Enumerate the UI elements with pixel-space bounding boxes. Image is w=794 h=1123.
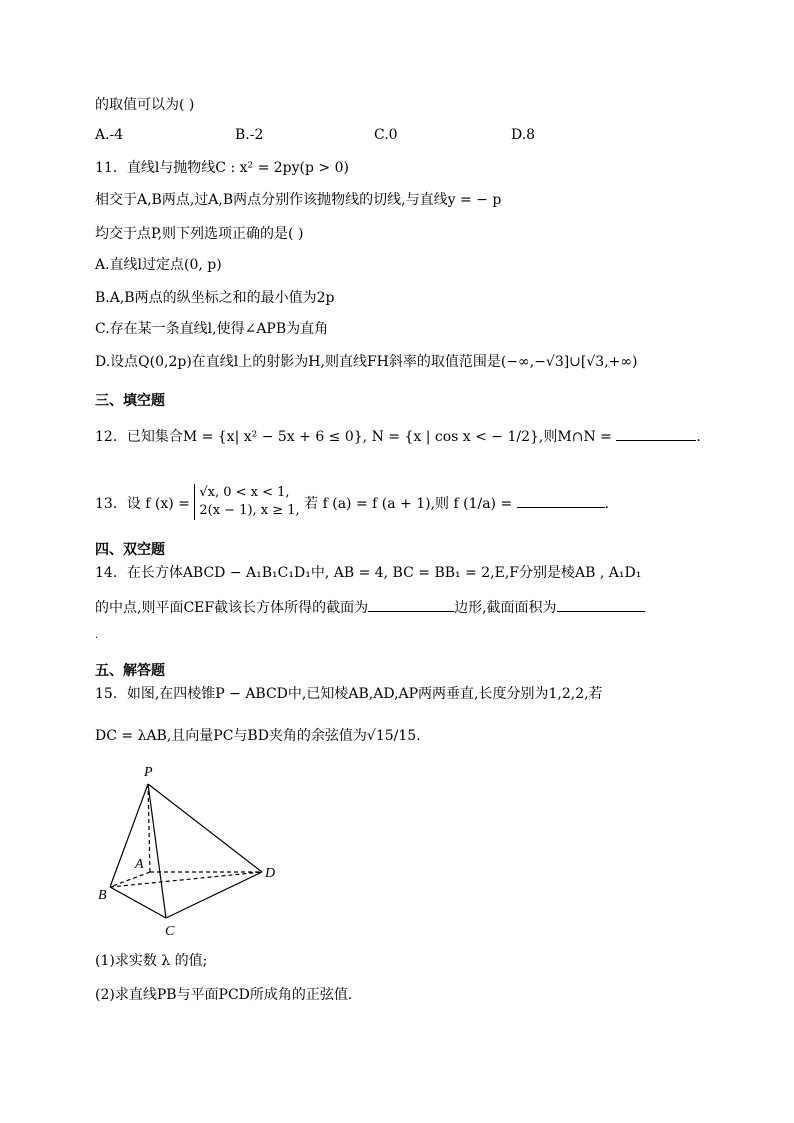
q14-line2b: 边形,截面面积为 [454,600,557,616]
q13-end: . [604,496,610,512]
q13-line [95,486,609,522]
label-p: P [144,765,153,780]
q13-answer-blank [517,493,605,508]
q10-option-a: A.-4 [95,127,124,143]
q11-line1: 11．直线l与抛物线C : x² = 2py(p > 0) [95,160,349,176]
q13-case-1: √x, 0 < x < 1, [199,485,290,500]
q12-text: 12．已知集合M = {x| x² − 5x + 6 ≤ 0}, N = {x | cos x < − 1/2},则M∩N = [95,429,612,445]
q12-end: . [696,429,701,445]
edge-b-c [110,887,166,918]
q10-tail: 的取值可以为( ) [95,97,195,113]
q11-option-d: D.设点Q(0,2p)在直线l上的射影为H,则直线FH斜率的取值范围是(−∞,−√3]∪[√3,+∞) [95,354,638,370]
q10-option-d: D.8 [511,127,536,143]
q15-part2: (2)求直线PB与平面PCD所成角的正弦值. [95,987,353,1003]
edge-p-d [148,784,262,872]
q13-prefix: 13．设 f (x) = [95,496,190,512]
q12-line [95,426,701,447]
q10-option-c: C.0 [374,127,398,143]
q14-line2 [95,597,645,618]
edge-c-d [166,872,262,918]
q15-line2: DC = λAB,且向量PC与BD夹角的余弦值为√15/15. [95,728,421,744]
q14-line2a: 的中点,则平面CEF截该长方体所得的截面为 [95,600,369,616]
q14-blank-2 [557,597,645,612]
section-5-title: 五、解答题 [95,663,165,679]
label-a: A [135,857,144,872]
label-c: C [165,924,175,938]
q13-piecewise [194,484,299,520]
q11-line2: 相交于A,B两点,过A,B两点分别作该抛物线的切线,与直线y = − p [95,192,502,208]
pyramid-figure [90,762,290,938]
q11-option-c: C.存在某一条直线l,使得∠APB为直角 [95,321,329,337]
edge-a-b [110,872,150,887]
edge-p-c [148,784,166,918]
q13-case-2: 2(x − 1), x ≥ 1, [199,503,300,518]
q12-answer-blank [616,426,696,441]
q11-option-a: A.直线l过定点(0, p) [95,257,222,273]
q15-line1: 15．如图,在四棱锥P − ABCD中,已知棱AB,AD,AP两两垂直,长度分别为1,2,2,若 [95,686,603,702]
section-4-title: 四、双空题 [95,542,165,558]
section-3-title: 三、填空题 [95,393,165,409]
q11-line3: 均交于点P,则下列选项正确的是( ) [95,226,304,242]
q10-option-b: B.-2 [235,127,264,143]
q11-option-b: B.A,B两点的纵坐标之和的最小值为2p [95,290,335,306]
q13-suffix: 若 f (a) = f (a + 1),则 f (1/a) = [304,496,513,512]
q14-blank-1 [368,597,454,612]
label-d: D [265,866,276,881]
q14-line1: 14．在长方体ABCD − A₁B₁C₁D₁中, AB = 4, BC = BB₁ = 2,E,F分别是棱AB , A₁D₁ [95,565,642,581]
q15-part1: (1)求实数 λ 的值; [95,953,208,969]
q14-line3: . [95,630,99,641]
edge-b-d [110,872,262,887]
label-b: B [98,888,107,903]
